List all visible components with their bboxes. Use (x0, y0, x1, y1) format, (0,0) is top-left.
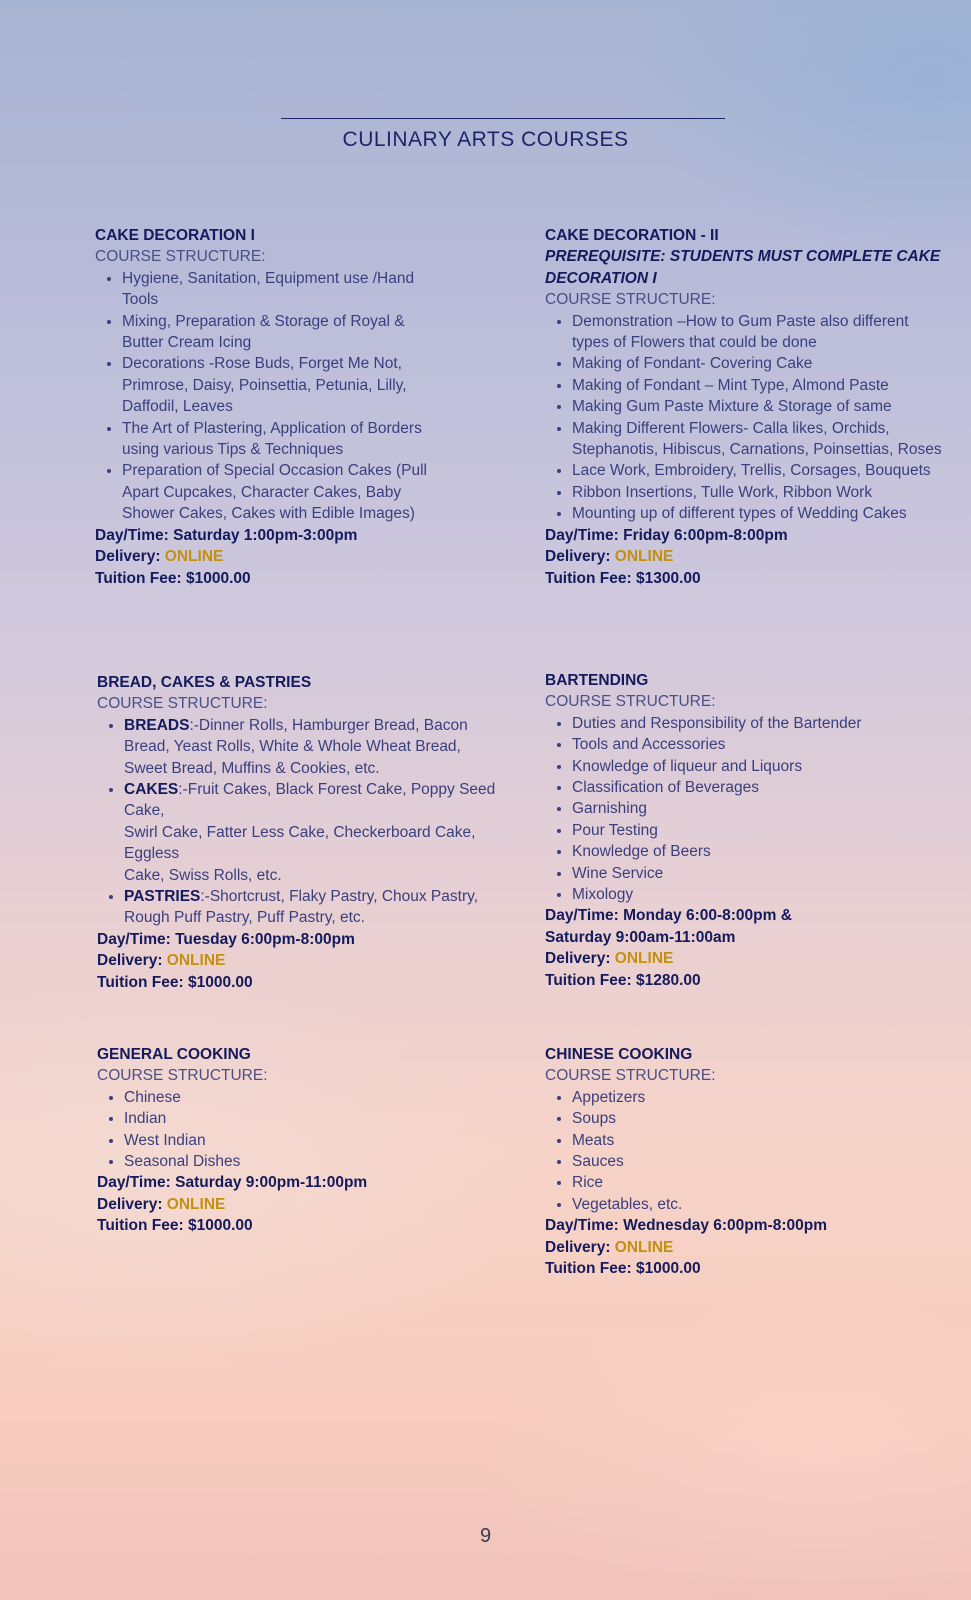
list-item-text: :-Dinner Rolls, Hamburger Bread, Bacon Bread, Yeast Rolls, White & Whole Wheat Bread, Sweet Bread, Muffins & Cookies, etc. (124, 716, 468, 777)
course-delivery (545, 546, 943, 567)
course-topic-list (97, 715, 497, 929)
list-item-term: CAKES (124, 781, 179, 799)
list-item: • Wine Service (572, 863, 943, 884)
list-item: • Pour Testing (572, 820, 943, 841)
course-title: CAKE DECORATION I (95, 227, 255, 244)
course-structure-label: COURSE STRUCTURE: (97, 695, 268, 713)
list-item: • Tools and Accessories (572, 734, 943, 755)
list-item: • Sauces (572, 1151, 943, 1172)
list-item: • Making of Fondant – Mint Type, Almond Paste (572, 375, 943, 396)
list-item-text: Swirl Cake, Fatter Less Cake, Checkerboard Cake, Eggless (124, 823, 476, 863)
course-fee: Tuition Fee: $1000.00 (97, 1217, 253, 1235)
course-fee: Tuition Fee: $1000.00 (545, 1260, 701, 1278)
course-title: GENERAL COOKING (97, 1046, 251, 1063)
delivery-value: ONLINE (614, 548, 674, 566)
course-delivery (545, 1237, 943, 1258)
delivery-value: ONLINE (166, 952, 226, 970)
list-item: • Duties and Responsibility of the Bartender (572, 713, 943, 734)
list-item: • Indian (124, 1108, 497, 1129)
course-title: CAKE DECORATION - II (545, 227, 719, 244)
course-fee: Tuition Fee: $1000.00 (95, 569, 251, 587)
list-item: • Mixology (572, 884, 943, 905)
course-bartending (545, 670, 943, 991)
course-fee: Tuition Fee: $1300.00 (545, 569, 701, 587)
list-item-term: BREADS (124, 716, 190, 734)
course-structure-label: COURSE STRUCTURE: (545, 1067, 716, 1085)
course-prerequisite: PREREQUISITE: STUDENTS MUST COMPLETE CAKE DECORATION I (545, 248, 941, 287)
list-item: • Hygiene, Sanitation, Equipment use /Hand Tools (122, 268, 450, 311)
delivery-label: Delivery: (545, 950, 611, 968)
delivery-label: Delivery: (95, 548, 161, 566)
course-fee: Tuition Fee: $1280.00 (545, 971, 701, 989)
delivery-value: ONLINE (614, 950, 674, 968)
list-item (124, 715, 497, 779)
course-bread-cakes-pastries (97, 672, 497, 993)
course-chinese-cooking (545, 1044, 943, 1279)
course-daytime: Day/Time: Tuesday 6:00pm-8:00pm (97, 930, 355, 948)
list-item: • Making Different Flowers- Calla likes, Orchids, Stephanotis, Hibiscus, Carnations, Poinsettias, Roses (572, 418, 943, 461)
title-rule (281, 118, 725, 119)
list-item (124, 779, 497, 886)
list-item: • Seasonal Dishes (124, 1151, 497, 1172)
course-daytime: Day/Time: Monday 6:00-8:00pm & (545, 907, 792, 925)
list-item: • Rice (572, 1172, 943, 1193)
list-item: • Knowledge of Beers (572, 841, 943, 862)
course-general-cooking (97, 1044, 497, 1237)
list-item: • The Art of Plastering, Application of Borders using various Tips & Techniques (122, 418, 450, 461)
list-item-text: :-Fruit Cakes, Black Forest Cake, Poppy Seed Cake, (124, 781, 496, 820)
list-item: • Mixing, Preparation & Storage of Royal & Butter Cream Icing (122, 311, 450, 354)
course-daytime: Day/Time: Friday 6:00pm-8:00pm (545, 526, 788, 544)
list-item: • Ribbon Insertions, Tulle Work, Ribbon Work (572, 482, 943, 503)
course-delivery (95, 546, 450, 567)
course-title: CHINESE COOKING (545, 1046, 693, 1063)
list-item: • Making of Fondant- Covering Cake (572, 353, 943, 374)
list-item-text: :-Shortcrust, Flaky Pastry, Choux Pastry, Rough Puff Pastry, Puff Pastry, etc. (124, 888, 479, 927)
list-item: • Mounting up of different types of Wedding Cakes (572, 503, 943, 524)
list-item: • Making Gum Paste Mixture & Storage of same (572, 396, 943, 417)
course-structure-label: COURSE STRUCTURE: (545, 291, 716, 309)
page-number: 9 (479, 1525, 492, 1547)
list-item: • Decorations -Rose Buds, Forget Me Not, Primrose, Daisy, Poinsettia, Petunia, Lilly, Daffodil, Leaves (122, 353, 450, 417)
course-topic-list (545, 713, 943, 906)
course-delivery (545, 948, 943, 969)
course-daytime-line2: Saturday 9:00am-11:00am (545, 928, 736, 946)
delivery-label: Delivery: (545, 548, 611, 566)
list-item-text: Cake, Swiss Rolls, etc. (124, 866, 282, 884)
course-daytime: Day/Time: Saturday 9:00pm-11:00pm (97, 1174, 368, 1192)
list-item: • Classification of Beverages (572, 777, 943, 798)
delivery-value: ONLINE (164, 548, 224, 566)
list-item: • Demonstration –How to Gum Paste also different types of Flowers that could be done (572, 311, 943, 354)
list-item: • Knowledge of liqueur and Liquors (572, 756, 943, 777)
course-structure-label: COURSE STRUCTURE: (97, 1067, 268, 1085)
course-topic-list (97, 1087, 497, 1173)
list-item: • Appetizers (572, 1087, 943, 1108)
course-title: BREAD, CAKES & PASTRIES (97, 674, 312, 691)
list-item: • West Indian (124, 1130, 497, 1151)
list-item: • Lace Work, Embroidery, Trellis, Corsages, Bouquets (572, 460, 943, 481)
delivery-label: Delivery: (97, 1195, 163, 1213)
delivery-value: ONLINE (166, 1195, 226, 1213)
course-cake-decoration-2 (545, 225, 943, 589)
course-cake-decoration-1 (95, 225, 450, 589)
list-item (124, 886, 497, 929)
course-delivery (97, 950, 497, 971)
list-item-term: PASTRIES (124, 888, 201, 906)
course-structure-label: COURSE STRUCTURE: (95, 248, 266, 266)
course-daytime: Day/Time: Saturday 1:00pm-3:00pm (95, 526, 358, 544)
delivery-value: ONLINE (614, 1238, 674, 1256)
list-item: • Preparation of Special Occasion Cakes (Pull Apart Cupcakes, Character Cakes, Baby Shower Cakes, Cakes with Edible Images) (122, 460, 450, 524)
list-item: • Soups (572, 1108, 943, 1129)
course-topic-list (545, 1087, 943, 1215)
course-delivery (97, 1194, 497, 1215)
list-item: • Chinese (124, 1087, 497, 1108)
delivery-label: Delivery: (97, 952, 163, 970)
course-fee: Tuition Fee: $1000.00 (97, 973, 253, 991)
list-item: • Garnishing (572, 798, 943, 819)
page-title: CULINARY ARTS COURSES (342, 128, 629, 151)
course-structure-label: COURSE STRUCTURE: (545, 693, 716, 711)
course-topic-list (95, 268, 450, 525)
course-topic-list (545, 311, 943, 525)
course-daytime: Day/Time: Wednesday 6:00pm-8:00pm (545, 1217, 827, 1235)
delivery-label: Delivery: (545, 1238, 611, 1256)
course-title: BARTENDING (545, 672, 649, 689)
list-item: • Vegetables, etc. (572, 1194, 943, 1215)
list-item: • Meats (572, 1130, 943, 1151)
